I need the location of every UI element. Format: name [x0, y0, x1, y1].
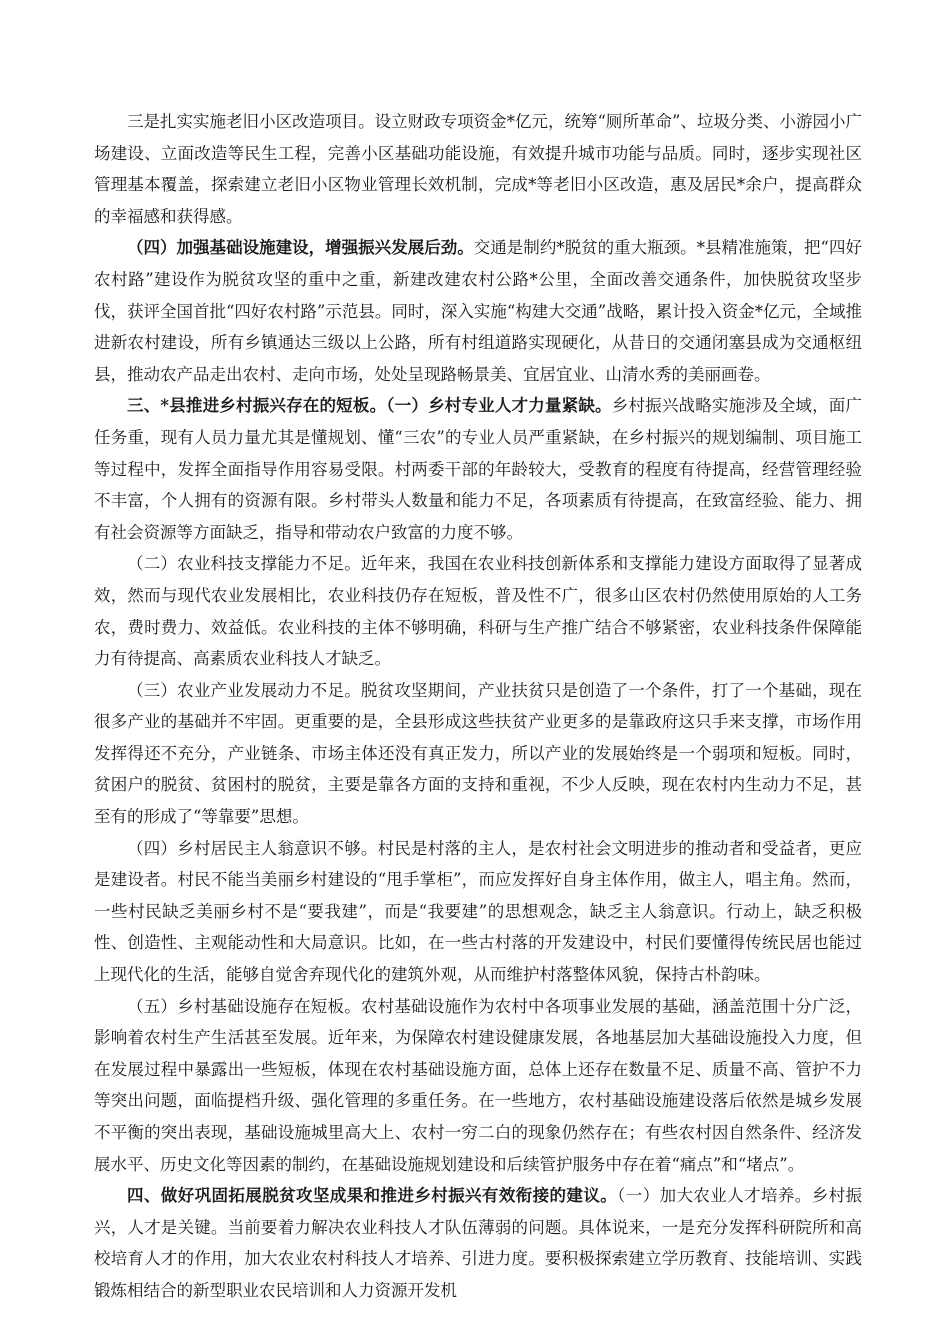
- paragraph-text: （四）乡村居民主人翁意识不够。村民是村落的主人，是农村社会文明进步的推动者和受益者，更应是建设者。村民不能当美丽乡村建设的“甩手掌柜”，而应发挥好自身主体作用，做主人，唱主角。然而，一些村民缺乏美丽乡村不是“要我建”，而是“我要建”的思想观念，缺乏主人翁意识。行动上，缺乏积极性、创造性、主观能动性和大局意识。比如，在一些古村落的开发建设中，村民们要懂得传统民居也能过上现代化的生活，能够自觉舍弃现代化的建筑外观，从而维护村落整体风貌，保持古朴韵味。: [94, 838, 862, 985]
- paragraph-tech-support: [94, 548, 862, 674]
- paragraph-infrastructure-construction: [94, 232, 862, 390]
- paragraph-section-four-suggestions: [94, 1180, 862, 1306]
- paragraph-text: （三）农业产业发展动力不足。脱贫攻坚期间，产业扶贫只是创造了一个条件，打了一个基础，现在很多产业的基础并不牢固。更重要的是，全县形成这些扶贫产业更多的是靠政府这只手来支撑，市场作用发挥得还不充分，产业链条、市场主体还没有真正发力，所以产业的发展始终是一个弱项和短板。同时，贫困户的脱贫、贫困村的脱贫，主要是靠各方面的支持和重视，不少人反映，现在农村内生动力不足，甚至有的形成了“等靠要”思想。: [94, 680, 862, 827]
- paragraph-text: （一）加大农业人才培养。乡村振兴，人才是关键。当前要着力解决农业科技人才队伍薄弱的问题。具体说来，一是充分发挥科研院所和高校培育人才的作用，加大农业农村科技人才培养、引进力度。要积极探索建立学历教育、技能培训、实践锻炼相结合的新型职业农民培训和人力资源开发机: [94, 1186, 863, 1300]
- document-page: [94, 106, 862, 1307]
- paragraph-section-three-talent-shortage: [94, 390, 862, 548]
- paragraph-ownership-awareness: [94, 833, 862, 991]
- section-heading: 四、做好巩固拓展脱贫攻坚成果和推进乡村振兴有效衔接的建议。: [127, 1186, 618, 1206]
- paragraph-text: 乡村振兴战略实施涉及全域，面广任务重，现有人员力量尤其是懂规划、懂“三农”的专业人员严重紧缺，在乡村振兴的规划编制、项目施工等过程中，发挥全面指导作用容易受限。村两委干部的年龄较大，受教育的程度有待提高，经营管理经验不丰富，个人拥有的资源有限。乡村带头人数量和能力不足，各项素质有待提高，在致富经验、能力、拥有社会资源等方面缺乏，指导和带动农户致富的力度不够。: [94, 396, 862, 542]
- paragraph-text: （五）乡村基础设施存在短板。农村基础设施作为农村中各项事业发展的基础，涵盖范围十分广泛，影响着农村生产生活甚至发展。近年来，为保障农村建设健康发展，各地基层加大基础设施投入力度，但在发展过程中暴露出一些短板，体现在农村基础设施方面，总体上还存在数量不足、质量不高、管护不力等突出问题，面临提档升级、强化管理的多重任务。在一些地方，农村基础设施建设落后依然是城乡发展不平衡的突出表现，基础设施城里高大上、农村一穷二白的现象仍然存在；有些农村因自然条件、经济发展水平、历史文化等因素的制约，在基础设施规划建设和后续管护服务中存在着“痛点”和“堵点”。: [94, 996, 862, 1174]
- section-heading: 三、*县推进乡村振兴存在的短板。（一）乡村专业人才力量紧缺。: [127, 396, 612, 416]
- paragraph-old-community-renovation: [94, 106, 862, 232]
- paragraph-text: 三是扎实实施老旧小区改造项目。设立财政专项资金*亿元，统筹“厕所革命”、垃圾分类、小游园小广场建设、立面改造等民生工程，完善小区基础功能设施，有效提升城市功能与品质。同时，逐步实现社区管理基本覆盖，探索建立老旧小区物业管理长效机制，完成*等老旧小区改造，惠及居民*余户，提高群众的幸福感和获得感。: [94, 112, 862, 226]
- paragraph-text: （二）农业科技支撑能力不足。近年来，我国在农业科技创新体系和支撑能力建设方面取得了显著成效，然而与现代农业发展相比，农业科技仍存在短板，普及性不广，很多山区农村仍然使用原始的人工务农，费时费力、效益低。农业科技的主体不够明确，科研与生产推广结合不够紧密，农业科技条件保障能力有待提高、高素质农业科技人才缺乏。: [94, 554, 862, 669]
- paragraph-rural-infrastructure: [94, 991, 862, 1181]
- paragraph-text: 交通是制约*脱贫的重大瓶颈。*县精准施策，把“四好农村路”建设作为脱贫攻坚的重中之重，新建改建农村公路*公里，全面改善交通条件，加快脱贫攻坚步伐，获评全国首批“四好农村路”示范县。同时，深入实施“构建大交通”战略，累计投入资金*亿元，全域推进新农村建设，所有乡镇通达三级以上公路，所有村组道路实现硬化，从昔日的交通闭塞县成为交通枢纽县，推动农产品走出农村、走向市场，处处呈现路畅景美、宜居宜业、山清水秀的美丽画卷。: [94, 238, 863, 384]
- paragraph-heading: （四）加强基础设施建设，增强振兴发展后劲。: [127, 238, 474, 258]
- paragraph-industry-momentum: [94, 675, 862, 833]
